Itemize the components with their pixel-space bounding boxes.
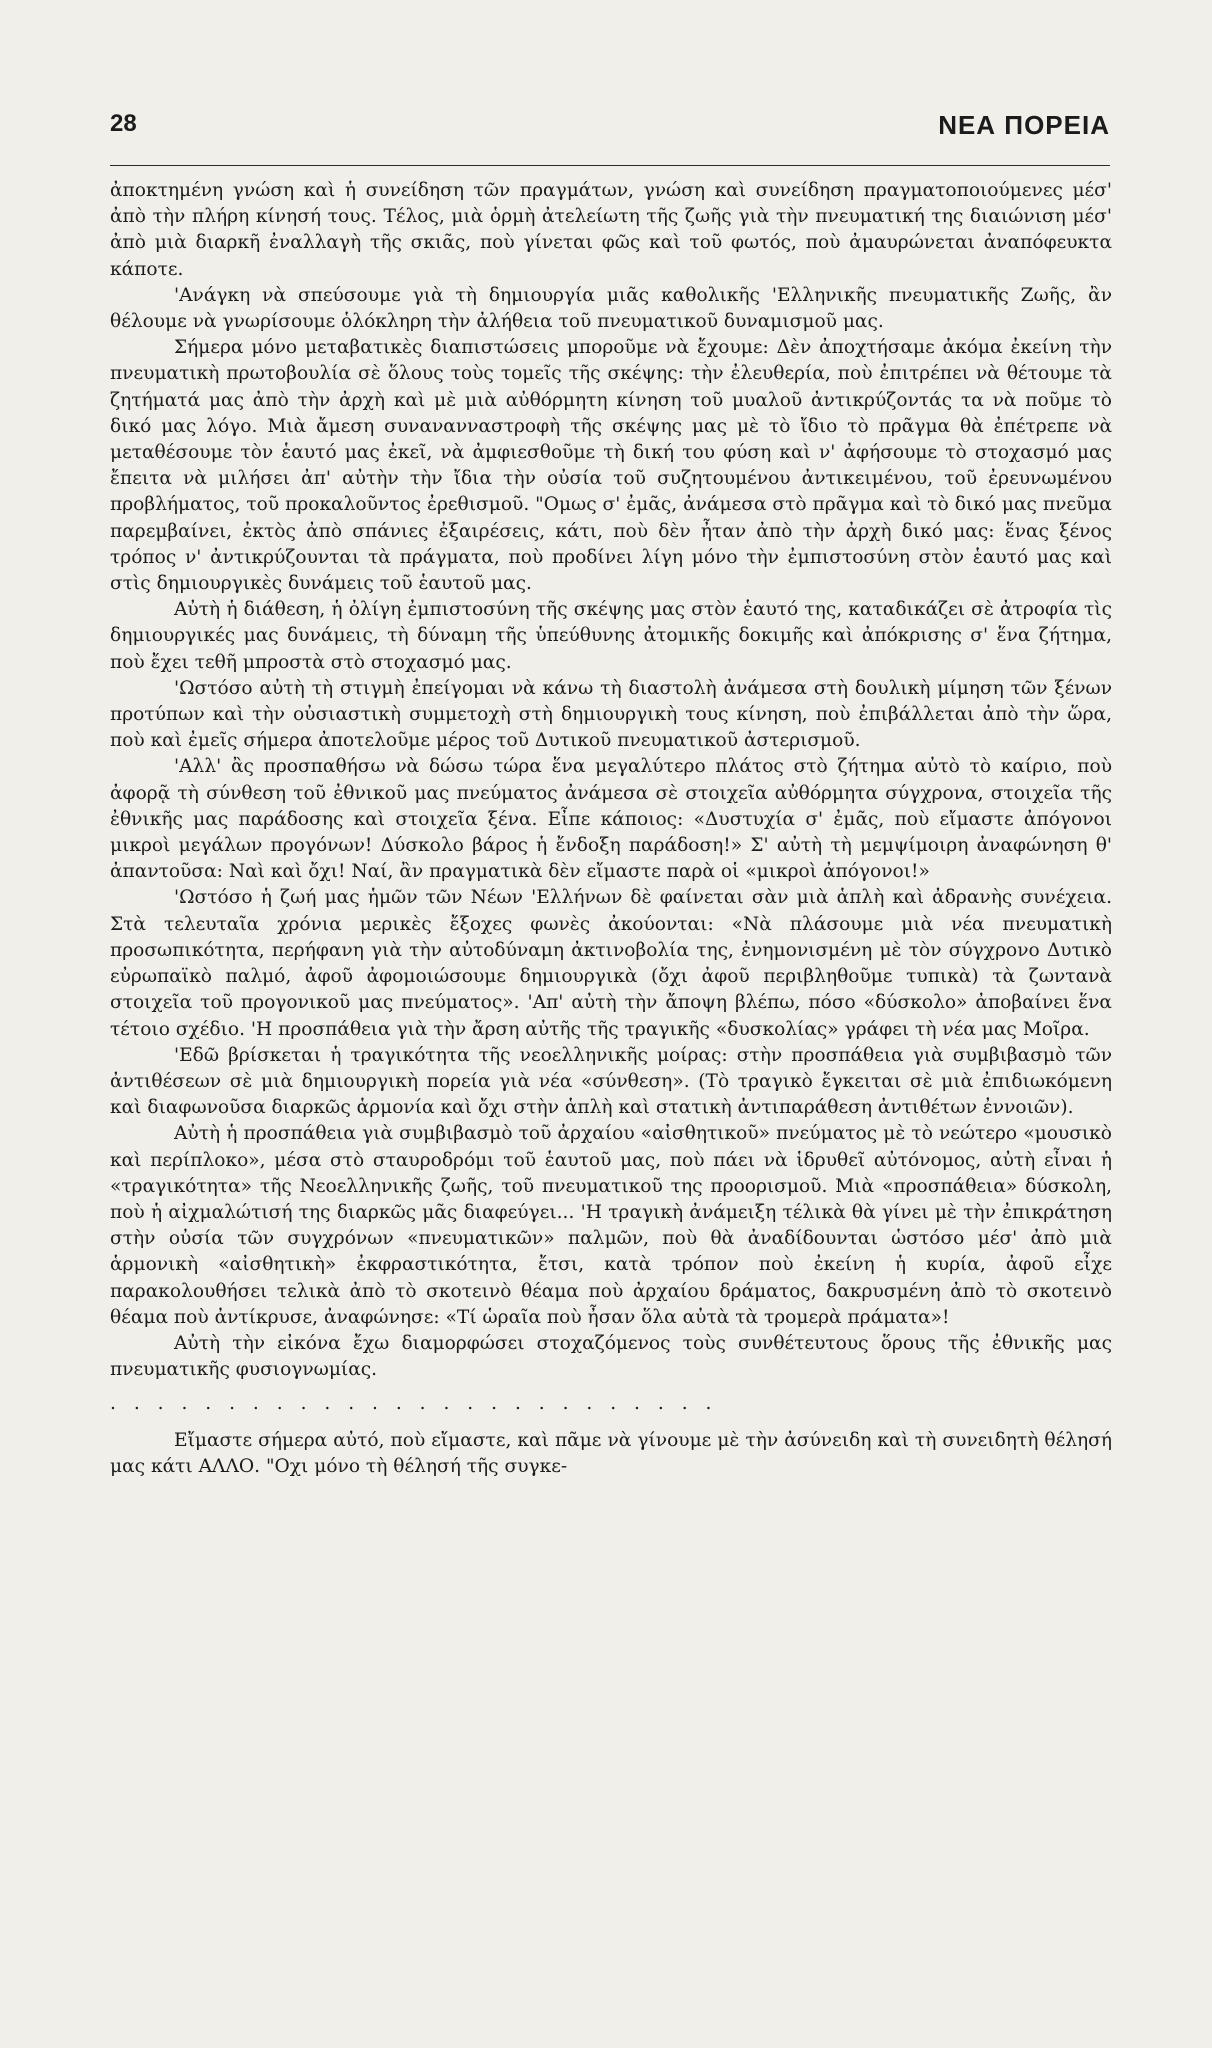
paragraph: Αὐτὴ ἡ προσπάθεια γιὰ συμβιβασμὸ τοῦ ἀρχαίου «αἰσθητικοῦ» πνεύματος μὲ τὸ νεώτερο «μουσικὸ καὶ περίπλοκο», μέσα στὸ σταυροδρόμι τοῦ ἑαυτοῦ μας, ποὺ πάει νὰ ἱδρυθεῖ αὐτόνομος, αὐτὴ εἶναι ἡ «τραγικότητα» τῆς Νεοελληνικῆς ζωῆς, τοῦ πνευματικοῦ της προορισμοῦ. Μιὰ «προσπάθεια» δύσκολη, ποὺ ἡ αἰχμαλώτισή της διαρκῶς μᾶς διαφεύγει... 'Η τραγικὴ ἀνάμειξη τέλικὰ θὰ γίνει μὲ τὴν ἐπικράτηση στὴν οὐσία τῶν συγχρόνων «πνευματικῶν» παλμῶν, ποὺ θὰ ἀναδίδουνται ὡστόσο μέσ' ἀπὸ μιὰ ἁρμονικὴ «αἰσθητικὴ» ἐκφραστικότητα, ἔτσι, κατὰ τρόπον ποὺ ἐκείνη ἡ κυρία, ἀφοῦ εἶχε παρακολουθήσει τελικὰ ἀπὸ τὸ σκοτεινὸ θέαμα ποὺ ἀρχαίου δράματος, δακρυσμένη ἀπὸ τὸ σκοτεινὸ θέαμα ποὺ ἀντίκρυσε, ἀναφώνησε: «Τί ὡραῖα ποὺ ἦσαν ὅλα αὐτὰ τὰ τρομερὰ πράματα»! (110, 1123, 1112, 1328)
paragraph: 'Ωστόσο αὐτὴ τὴ στιγμὴ ἐπείγομαι νὰ κάνω τὴ διαστολὴ ἀνάμεσα στὴ δουλικὴ μίμηση τῶν ξένων προτύπων καὶ τὴν οὐσιαστικὴ συμμετοχὴ στὴ δημιουργικὴ τους κίνηση, ποὺ ἐπιβάλλεται ἀπὸ τὴν ὥρα, ποὺ καὶ ἐμεῖς σήμερα ἀποτελοῦμε μέρος τοῦ Δυτικοῦ πνευματικοῦ ἀστερισμοῦ. (110, 677, 1112, 752)
header-rule (110, 165, 1110, 166)
paragraph: 'Αλλ' ἂς προσπαθήσω νὰ δώσω τώρα ἕνα μεγαλύτερο πλάτος στὸ ζήτημα αὐτὸ τὸ καίριο, ποὺ ἀφορᾷ τὴ σύνθεση τοῦ ἐθνικοῦ μας πνεύματος ἀνάμεσα σὲ στοιχεῖα αὐθόρμητα σύγχρονα, στοιχεῖα τῆς ἐθνικῆς μας παράδοσης καὶ στοιχεῖα ξένα. Εἶπε κάποιος: «Δυστυχία σ' ἐμᾶς, ποὺ εἴμαστε ἀπόγονοι μικροὶ μεγάλων προγόνων! Δύσκολο βάρος ἡ ἔνδοξη παράδοση!» Σ' αὐτὴ τὴ μεμψίμοιρη ἀναφώνηση θ' ἀπαντοῦσα: Ναὶ καὶ ὄχι! Ναί, ἂν πραγματικὰ δὲν εἴμαστε παρὰ οἱ «μικροὶ ἀπόγονοι!» (110, 756, 1112, 883)
paragraph: 'Ανάγκη νὰ σπεύσουμε γιὰ τὴ δημιουργία μιᾶς καθολικῆς 'Ελληνικῆς πνευματικῆς Ζωῆς, ἂν θέλουμε νὰ γνωρίσουμε ὁλόκληρη τὴν ἀλήθεια τοῦ πνευματικοῦ δυναμισμοῦ μας. (110, 284, 1112, 333)
article-body (110, 178, 1112, 1480)
paragraph: Αὐτὴ τὴν εἰκόνα ἔχω διαμορφώσει στοχαζόμενος τοὺς συνθέτευτους ὅρους τῆς ἐθνικῆς μας πνευματικῆς φυσιογνωμίας. (110, 1332, 1112, 1381)
page-number: 28 (110, 110, 137, 137)
paragraph: 'Εδῶ βρίσκεται ἡ τραγικότητα τῆς νεοελληνικῆς μοίρας: στὴν προσπάθεια γιὰ συμβιβασμὸ τῶν ἀντιθέσεων σὲ μιὰ δημιουργικὴ πορεία γιὰ νέα «σύνθεση». (Τὸ τραγικὸ ἔγκειται σὲ μιὰ ἐπιδιωκόμενη καὶ διαφωνοῦσα διαρκῶς ἁρμονία καὶ ὄχι στὴν ἁπλὴ καὶ στατικὴ ἀντιπαράθεση ἀντιθέτων ἐννοιῶν). (110, 1044, 1112, 1119)
paragraph: Αὐτὴ ἡ διάθεση, ἡ ὀλίγη ἐμπιστοσύνη τῆς σκέψης μας στὸν ἑαυτό της, καταδικάζει σὲ ἀτροφία τὶς δημιουργικές μας δυνάμεις, τὴ δύναμη τῆς ὑπεύθυνης ἀτομικῆς δοκιμῆς καὶ ἀπόκρισης σ' ἕνα ζήτημα, ποὺ ἔχει τεθῆ μπροστὰ στὸ στοχασμό μας. (110, 599, 1112, 673)
paragraph: 'Ωστόσο ἡ ζωή μας ἡμῶν τῶν Νέων 'Ελλήνων δὲ φαίνεται σὰν μιὰ ἁπλὴ καὶ ἀδρανὴς συνέχεια. Στὰ τελευταῖα χρόνια μερικὲς ἔξοχες φωνὲς ἀκούονται: «Νὰ πλάσουμε μιὰ νέα πνευματικὴ προσωπικότητα, περήφανη γιὰ τὴν αὐτοδύναμη ἀκτινοβολία της, ἐνημονισμένη μὲ τὸν σύγχρονο Δυτικὸ εὐρωπαϊκὸ παλμό, ἀφοῦ ἀφομοιώσουμε δημιουργικὰ (ὄχι ἀφοῦ περιβληθοῦμε τυπικὰ) τὰ ζωντανὰ στοιχεῖα τοῦ προγονικοῦ μας πνεύματος». 'Απ' αὐτὴ τὴν ἄποψη βλέπω, πόσο «δύσκολο» ἀποβαίνει ἕνα τέτοιο σχέδιο. 'Η προσπάθεια γιὰ τὴν ἄρση αὐτῆς τῆς τραγικῆς «δυσκολίας» γράφει τὴ νέα μας Μοῖρα. (110, 887, 1112, 1040)
page-header (110, 110, 1110, 150)
running-title: ΝΕΑ ΠΟΡΕΙΑ (938, 110, 1110, 140)
section-separator: . . . . . . . . . . . . . . . . . . . . . . . . . . (110, 1393, 718, 1415)
paragraph: Εἴμαστε σήμερα αὐτό, ποὺ εἴμαστε, καὶ πᾶμε νὰ γίνουμε μὲ τὴν ἀσύνειδη καὶ τὴ συνειδητὴ θέλησή μας κάτι ΑΛΛΟ. "Οχι μόνο τὴ θέλησή τῆς συγκε- (110, 1429, 1112, 1477)
paragraph: Σήμερα μόνο μεταβατικὲς διαπιστώσεις μποροῦμε νὰ ἔχουμε: Δὲν ἀποχτήσαμε ἀκόμα ἐκείνη τὴν πνευματικὴ πρωτοβουλία σὲ ὅλους τοὺς τομεῖς τῆς σκέψης: τὴν ἐλευθερία, ποὺ ἐπιτρέπει νὰ θέτουμε τὰ ζητήματά μας ἀπὸ τὴν ἀρχὴ καὶ μὲ μιὰ αὐθόρμητη κίνηση τοῦ μυαλοῦ ἀντικρύζοντάς τα νὰ ποῦμε τὸ δικό μας λόγο. Μιὰ ἄμεση συνανανναστροφὴ τῆς σκέψης μας μὲ τὸ ἴδιο τὸ πρᾶγμα θὰ ἐπέτρεπε νὰ μεταθέσουμε τὸν ἑαυτό μας ἐκεῖ, νὰ ἀμφιεσθοῦμε τὴ δική του φύση καὶ ν' ἀφήσουμε τὸ στοχασμό μας ἔπειτα νὰ μιλήσει ἀπ' αὐτὴν τὴν ἴδια τὴν οὐσία τοῦ συζητουμένου ἀντικειμένου, τοῦ ἐρευνωμένου προβλήματος, τοῦ προκαλοῦντος ἐρεθισμοῦ. "Ομως σ' ἐμᾶς, ἀνάμεσα στὸ πρᾶγμα καὶ τὸ δικό μας πνεῦμα παρεμβαίνει, ἐκτὸς ἀπὸ σπάνιες ἐξαιρέσεις, κάτι, ποὺ δὲν ἦταν ἀπὸ τὴν ἀρχὴ δικό μας: ἕνας ξένος τρόπος ν' ἀντικρύζουνται τὰ πράγματα, ποὺ προδίνει λίγη μόνο τὴν ἐμπιστοσύνη στὸν ἑαυτό μας καὶ στὶς δημιουργικὲς δυνάμεις τοῦ ἑαυτοῦ μας. (110, 337, 1112, 595)
paragraph: ἀποκτημένη γνώση καὶ ἡ συνείδηση τῶν πραγμάτων, γνώση καὶ συνείδηση πραγματοποιούμενες μέσ' ἀπὸ τὴν πλήρη κίνησή τους. Τέλος, μιὰ ὁρμὴ ἀτελείωτη τῆς ζωῆς γιὰ τὴν πνευματική της διαιώνιση μέσ' ἀπὸ μιὰ διαρκῆ ἐναλλαγὴ τῆς σκιᾶς, ποὺ γίνεται φῶς καὶ τοῦ φωτός, ποὺ ἀμαυρώνεται ἀναπόφευκτα κάποτε. (110, 180, 1112, 280)
